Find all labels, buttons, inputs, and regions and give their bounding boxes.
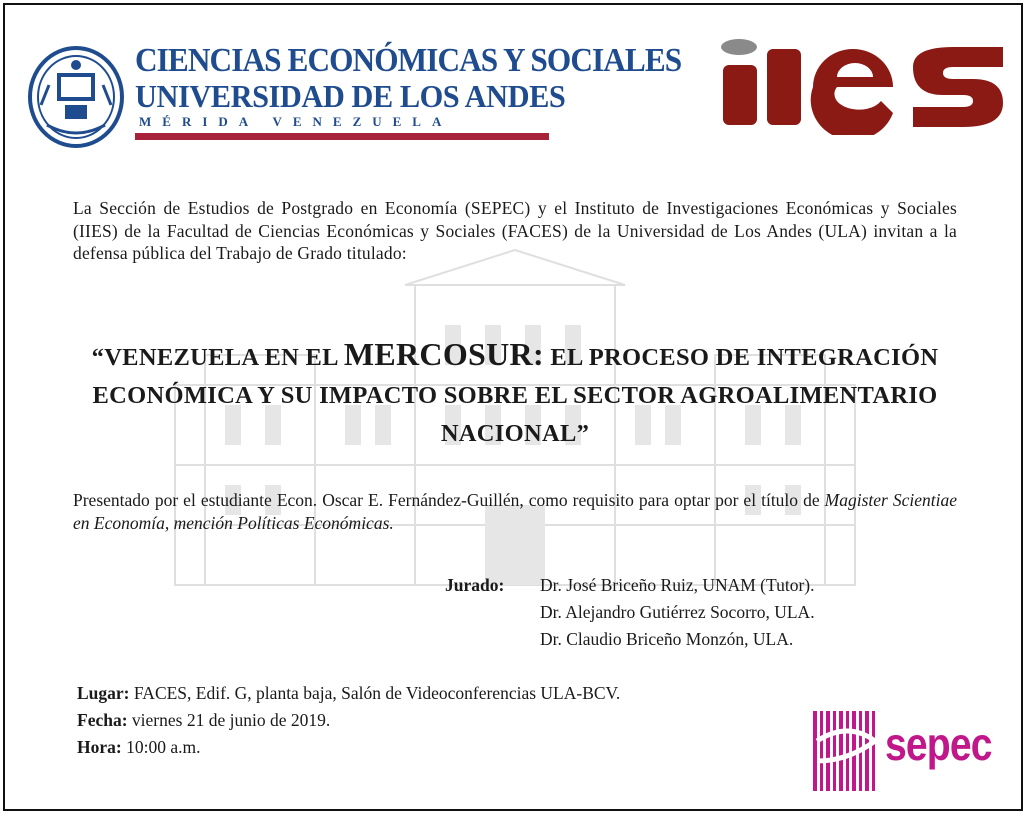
presented-paragraph: [73, 489, 957, 535]
ula-wordmark: [135, 42, 682, 140]
title-part-3: EL PROCESO DE INTEGRACIÓN ECONÓMICA Y SU IMPACTO SOBRE EL SECTOR AGROALIMENTARIO NACIONAL”: [92, 344, 939, 447]
ula-line-1: CIENCIAS ECONÓMICAS Y SOCIALES: [135, 42, 682, 79]
fecha-value: viernes 21 de junio de 2019.: [131, 710, 331, 730]
lugar-value: FACES, Edif. G, planta baja, Salón de Videoconferencias ULA-BCV.: [133, 683, 621, 703]
jury-member: Dr. Claudio Briceño Monzón, ULA.: [540, 629, 794, 649]
fecha-row: [77, 707, 897, 734]
jury-list: [445, 572, 965, 653]
title-mercosur: MERCOSUR:: [343, 336, 544, 372]
ula-seal-logo: [27, 45, 125, 149]
ula-red-bar: [135, 133, 549, 140]
fecha-label: Fecha:: [77, 710, 128, 730]
ula-line-3: MÉRIDA VENEZUELA: [139, 114, 453, 129]
jury-label: Jurado:: [445, 575, 505, 595]
presented-text: Presentado por el estudiante Econ. Oscar E. Fernández-Guillén, como requisito para optar por el título de: [73, 490, 820, 510]
lugar-label: Lugar:: [77, 683, 130, 703]
hora-label: Hora:: [77, 737, 122, 757]
degree-text: Magister Scientiae en Economía, mención Políticas Económicas.: [73, 490, 958, 533]
hora-row: [77, 734, 897, 761]
hora-value: 10:00 a.m.: [126, 737, 201, 757]
intro-paragraph: La Sección de Estudios de Postgrado en Economía (SEPEC) y el Instituto de Investigaciones Económicas y Sociales (IIES) de la Facultad de Ciencias Económicas y Sociales (FACES) de la Universidad de Los Andes (ULA) invitan a la defensa pública del Trabajo de Grado titulado:: [73, 198, 957, 263]
event-details: [77, 680, 897, 761]
invitation-card: [3, 3, 1023, 811]
ula-line-2: UNIVERSIDAD DE LOS ANDES: [135, 78, 566, 114]
sepec-wordmark: sepec: [885, 718, 992, 770]
jury-member: Dr. Alejandro Gutiérrez Socorro, ULA.: [540, 602, 815, 622]
iies-logo: [717, 35, 1007, 135]
jury-member: Dr. José Briceño Ruiz, UNAM (Tutor).: [540, 575, 815, 595]
title-part-1: “VENEZUELA EN EL: [91, 344, 338, 371]
thesis-title: [85, 335, 945, 453]
lugar-row: [77, 680, 897, 707]
